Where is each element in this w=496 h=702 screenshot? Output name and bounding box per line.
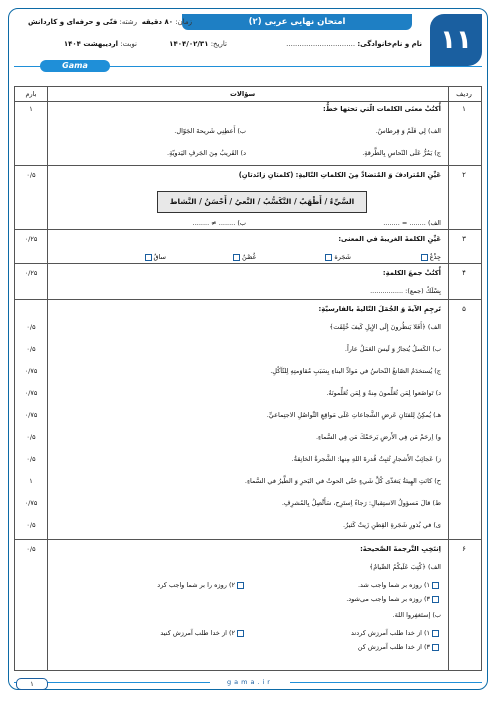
q6-part-a: الف) ﴿كُتِبَ عَلَيكُمُ الصِّيامُ﴾ xyxy=(369,563,441,571)
head-questions: سؤالات xyxy=(230,90,256,98)
q2-row-number: ۲ xyxy=(462,171,466,179)
q2-title: عَيِّنِ المُترادفَ وَ المُتضادَّ مِنَ الكلماتِ التّاليةِ: (كلمتانِ زائدتانِ) xyxy=(238,171,441,179)
q6-score: ۰/۵ xyxy=(26,545,36,553)
q5-score-i: ۰/۷۵ xyxy=(24,499,38,507)
q4-score: ۰/۲۵ xyxy=(24,269,38,277)
field-field xyxy=(28,18,137,26)
q2-divider xyxy=(15,229,481,230)
q3-option-1-label: جِذْعٌ xyxy=(429,253,441,261)
checkbox-icon[interactable] xyxy=(432,582,439,589)
q2-word-box: السَّيِّءُ / أَطْهَبُ / التَّكَسُّبُ / النَّعيُ / أَحْسَنُ / النَّشاط xyxy=(157,191,367,213)
q1-divider xyxy=(15,165,481,166)
term-label: نوبت: xyxy=(120,40,137,48)
term-value: اردیبهشت ۱۴۰۴ xyxy=(63,40,119,48)
checkbox-icon[interactable] xyxy=(432,644,439,651)
q1-item-b: ب) أَعطِنِي شَريحةَ الجَوّال. xyxy=(174,127,246,135)
q5-score-h: ۱ xyxy=(29,477,33,485)
name-label: نام و نام‌خانوادگی: xyxy=(357,40,422,48)
field-label: رشته: xyxy=(119,18,137,26)
q6-title: اِنتَخِبِ التَّرجمةَ الصَّحيحةَ: xyxy=(360,545,441,553)
q3-option-3[interactable] xyxy=(231,253,256,261)
q5-item-d: د) تَواضَعوا لِمَن تُعَلِّمونَ مِنهُ وَ لِمَن تُعَلِّمونَهُ. xyxy=(326,389,441,397)
exam-number-badge: ۱۱ xyxy=(430,14,482,66)
head-row: ردیف xyxy=(456,90,472,98)
q3-divider xyxy=(15,263,481,264)
checkbox-icon[interactable] xyxy=(233,254,240,261)
q5-item-e: هـ) يُمكِنُ لِلفتَانِ عَرضِ الشَّجاعاتِ عَلَى مَواقِعِ التَّواصُلِ الاجتِماعيِّ. xyxy=(266,411,441,419)
q2-line-b: ب) ........ ≠ ........ xyxy=(192,219,246,227)
q5-item-h: ح) كانَتِ الهِيئةُ يَتغذّى كُلَّ شَيءٍ حَتّى الحوتُ في البَحرِ وَ الطَّيرُ في السَّماءِ. xyxy=(244,477,441,485)
time-value: ۸۰ دقیقه xyxy=(141,18,173,26)
q3-option-4-label: ساقٌ xyxy=(153,253,166,261)
q3-title: عَيِّنِ الكلمةَ الغريبةَ في المعنى: xyxy=(338,235,441,243)
q6-row-number: ۶ xyxy=(462,545,466,553)
time-field xyxy=(142,18,192,26)
row-column-divider xyxy=(448,87,449,670)
q6-b-option-2[interactable] xyxy=(160,629,246,637)
q3-option-4[interactable] xyxy=(143,253,166,261)
score-column-divider xyxy=(47,87,48,670)
checkbox-icon[interactable] xyxy=(237,582,244,589)
q3-option-2-label: شَجَرة xyxy=(334,253,351,261)
term-field xyxy=(64,40,137,48)
gama-logo: Gama xyxy=(40,60,110,72)
q5-item-g: ز) عَجائِبُ الأَشجارِ تُثبِتُ قُدرةَ اللهِ مِنها: الشَّجرةُ الخانِقةُ. xyxy=(291,455,441,463)
q6-a-option-3[interactable] xyxy=(346,595,441,603)
q1-row-number: ۱ xyxy=(462,105,466,113)
q6-a-option-2-label: ۲) روزه را بر شما واجب کرد xyxy=(157,581,235,589)
q3-option-1[interactable] xyxy=(419,253,441,261)
q5-item-b: ب) الكَسلُ يُتجارُ وَ لَيسَ العَمَلُ عاراً. xyxy=(344,345,441,353)
q5-score-a: ۰/۵ xyxy=(26,323,36,331)
q5-score-f: ۰/۵ xyxy=(26,433,36,441)
q5-item-i: ط) قالَ مَسؤولُ الاستِقبالِ: رَجاءً اِستَرِح، سَأَتَّصِلُ بِالمُشرِفِ. xyxy=(281,499,441,507)
q1-item-a: الف) لِي قَلَمٌ وَ قِرطاسٌ. xyxy=(375,127,441,135)
date-label: تاریخ: xyxy=(210,40,227,48)
questions-table xyxy=(14,86,482,671)
head-score: بارم xyxy=(25,90,37,98)
q5-score-j: ۰/۵ xyxy=(26,521,36,529)
checkbox-icon[interactable] xyxy=(237,630,244,637)
q5-divider xyxy=(15,539,481,540)
q6-b-option-2-label: ۲) از خدا طلب آمرزش کنید xyxy=(160,629,235,637)
q1-title: أُكتُبْ معنَى الكلمات الّتي تحتها خطٌّ: xyxy=(322,105,441,113)
q1-item-c: ج) يَمُرُّ عَلَى النّحاسِ بِالطَّرقةِ. xyxy=(362,149,441,157)
head-divider xyxy=(15,101,481,102)
q5-score-b: ۰/۵ xyxy=(26,345,36,353)
q6-b-option-3[interactable] xyxy=(358,643,441,651)
q6-a-option-3-label: ۳) روزه بر شما واجب می‌شود. xyxy=(346,595,430,603)
q3-score: ۰/۲۵ xyxy=(24,235,38,243)
exam-title: امتحان نهایی عربی (۲) xyxy=(182,14,412,30)
q5-score-d: ۰/۷۵ xyxy=(24,389,38,397)
q5-item-j: ی) في بُذورِ شَجَرةِ القِطنِ زَيتٌ كَثيرٌ. xyxy=(342,521,441,529)
q2-score: ۰/۵ xyxy=(26,171,36,179)
q5-item-a: الف) ﴿أَفَلا يَنظُرونَ إِلَى الإِبِلِ كَيفَ خُلِقَت﴾ xyxy=(329,323,441,331)
q6-b-option-1-label: ۱) از خدا طلب آمرزش کردند xyxy=(351,629,430,637)
page-number: ۱ xyxy=(16,678,48,690)
q5-title: تَرجِمِ الآيةَ وَ الجُمَلَ التّاليةَ بالفارسيّةِ: xyxy=(318,305,441,313)
q6-a-option-2[interactable] xyxy=(157,581,246,589)
name-field xyxy=(286,40,422,48)
q5-score-g: ۰/۵ xyxy=(26,455,36,463)
q6-b-option-3-label: ۳) از خدا طلب آمرزش کن xyxy=(357,643,430,651)
checkbox-icon[interactable] xyxy=(325,254,332,261)
date-field xyxy=(169,40,227,48)
time-label: زمان: xyxy=(175,18,192,26)
q1-score: ۱ xyxy=(29,105,33,113)
q3-option-3-label: غُصْنٌ xyxy=(242,253,256,261)
q5-score-c: ۰/۷۵ xyxy=(24,367,38,375)
checkbox-icon[interactable] xyxy=(421,254,428,261)
name-dots: ............................... xyxy=(286,40,356,48)
checkbox-icon[interactable] xyxy=(432,596,439,603)
q5-item-c: ج) يُستخدَمُ الصّانعُ النّحاسُ في مَوادِّ البناءِ بِسَبَبِ مُقاوَمتِهِ لِلتّآكُلِ. xyxy=(270,367,441,375)
q5-item-f: و) اِرحَمْ مَن فِي الأَرضِ يَرحَمْكَ مَن فِي السَّماءِ. xyxy=(315,433,441,441)
date-value: ۱۴۰۴/۰۲/۳۱ xyxy=(169,40,209,48)
checkbox-icon[interactable] xyxy=(145,254,152,261)
exam-header xyxy=(14,14,482,66)
field-value: فنّی و حرفه‌ای و کاردانش xyxy=(28,18,118,26)
q4-title: أُكتُبْ جمعَ الكلمةِ: xyxy=(382,269,441,277)
q6-part-b: ب) إستَغفِروا اللهَ. xyxy=(392,611,441,619)
q4-item: بِسْلَكٌ (جمع): ................ xyxy=(370,287,441,295)
q5-row-number: ۵ xyxy=(462,305,466,313)
q2-line-a: الف) ........ = ........ xyxy=(383,219,441,227)
q4-row-number: ۴ xyxy=(462,269,466,277)
q3-row-number: ۳ xyxy=(462,235,466,243)
q4-divider xyxy=(15,299,481,300)
footer-url[interactable]: gama.ir xyxy=(210,678,290,688)
q5-score-e: ۰/۷۵ xyxy=(24,411,38,419)
q6-b-option-1[interactable] xyxy=(351,629,441,637)
q6-a-option-1-label: ۱) روزه بر شما واجب شد. xyxy=(357,581,430,589)
q3-option-2[interactable] xyxy=(323,253,351,261)
q6-a-option-1[interactable] xyxy=(358,581,441,589)
q1-item-d: د) القَريبُ مِنَ الجَرفِ اليَدويّةِ. xyxy=(167,149,246,157)
checkbox-icon[interactable] xyxy=(432,630,439,637)
